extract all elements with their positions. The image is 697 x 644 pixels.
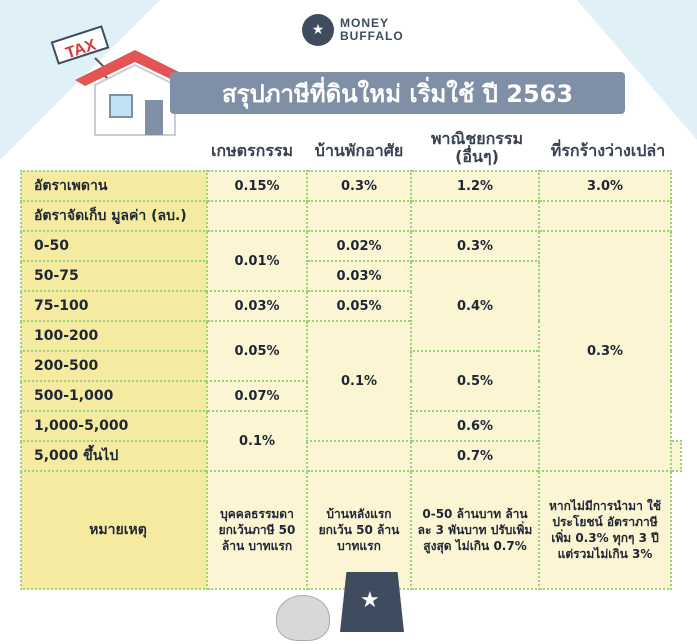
row-label-range: 0-50 <box>21 231 207 261</box>
cell-residential-rate: 0.02% <box>307 231 411 261</box>
buffalo-icon: ★ <box>360 588 380 613</box>
cell-empty <box>307 441 411 471</box>
cell-residential-rate: 0.03% <box>307 261 411 291</box>
cell-empty <box>539 201 671 231</box>
row-label-note: หมายเหตุ <box>21 471 207 589</box>
row-label-range: 100-200 <box>21 321 207 351</box>
row-label-range: 500-1,000 <box>21 381 207 411</box>
column-header-residential: บ้านพักอาศัย <box>314 141 404 160</box>
cell-empty <box>671 441 681 471</box>
row-label-ceiling: อัตราเพดาน <box>21 171 207 201</box>
cell-agri-rate: 0.07% <box>207 381 307 411</box>
cell-commercial-rate: 0.5% <box>411 351 539 411</box>
cell-agri-rate: 0.05% <box>207 321 307 381</box>
logo-line-2: BUFFALO <box>340 29 404 43</box>
note-agri: บุคคลธรรมดา ยกเว้นภาษี 50 ล้าน บาทแรก <box>207 471 307 589</box>
tax-sign-text: TAX <box>63 36 99 63</box>
note-vacant: หากไม่มีการนำมา ใช้ประโยชน์ อัตราภาษีเพิ่ม 0.3% ทุกๆ 3 ปี แต่รวมไม่เกิน 3% <box>539 471 671 589</box>
cell-vacant-rate: 0.3% <box>539 231 671 471</box>
note-commercial: 0-50 ล้านบาท ล้านละ 3 พันบาท ปรับเพิ่มสูงสุด ไม่เกิน 0.7% <box>411 471 539 589</box>
buffalo-mascot-icon <box>276 595 330 641</box>
cell-agri-rate: 0.01% <box>207 231 307 291</box>
column-header-commercial-line1: พาณิชยกรรม <box>430 129 524 148</box>
cell-ceiling-commercial: 1.2% <box>411 171 539 201</box>
cell-agri-rate: 0.03% <box>207 291 307 321</box>
column-header-vacant: ที่รกร้างว่างเปล่า <box>550 141 666 160</box>
row-label-range: 75-100 <box>21 291 207 321</box>
column-header-commercial <box>414 130 540 166</box>
background-shape-right <box>577 0 697 140</box>
cell-ceiling-agri: 0.15% <box>207 171 307 201</box>
row-label-range: 5,000 ขึ้นไป <box>21 441 207 471</box>
tax-rate-table <box>20 170 682 590</box>
title-banner <box>170 72 625 114</box>
column-header-commercial-line2: (อื่นๆ) <box>455 147 499 166</box>
table-row <box>21 471 681 589</box>
row-label-range: 200-500 <box>21 351 207 381</box>
cell-residential-rate: 0.05% <box>307 291 411 321</box>
cell-ceiling-residential: 0.3% <box>307 171 411 201</box>
cell-residential-rate: 0.1% <box>307 321 411 441</box>
cell-commercial-rate: 0.6% <box>411 411 539 441</box>
cell-empty <box>207 201 307 231</box>
column-header-agri: เกษตรกรรม <box>210 141 294 160</box>
cell-ceiling-vacant: 3.0% <box>539 171 671 201</box>
table-row <box>21 201 681 231</box>
cell-commercial-rate: 0.3% <box>411 231 539 261</box>
row-label-collect: อัตราจัดเก็บ มูลค่า (ลบ.) <box>21 201 207 231</box>
buffalo-icon: ★ <box>302 14 334 46</box>
logo-line-1: MONEY <box>340 16 390 30</box>
cell-commercial-rate: 0.4% <box>411 261 539 351</box>
row-label-range: 50-75 <box>21 261 207 291</box>
table-row <box>21 231 681 261</box>
cell-agri-rate: 0.1% <box>207 411 307 471</box>
cell-commercial-rate: 0.7% <box>411 441 539 471</box>
page-title: สรุปภาษีที่ดินใหม่ เริ่มใช้ ปี 2563 <box>221 79 574 108</box>
cell-empty <box>307 201 411 231</box>
cell-empty <box>411 201 539 231</box>
note-residential: บ้านหลังแรก ยกเว้น 50 ล้านบาทแรก <box>307 471 411 589</box>
row-label-range: 1,000-5,000 <box>21 411 207 441</box>
brand-logo <box>302 14 404 46</box>
table-row <box>21 171 681 201</box>
